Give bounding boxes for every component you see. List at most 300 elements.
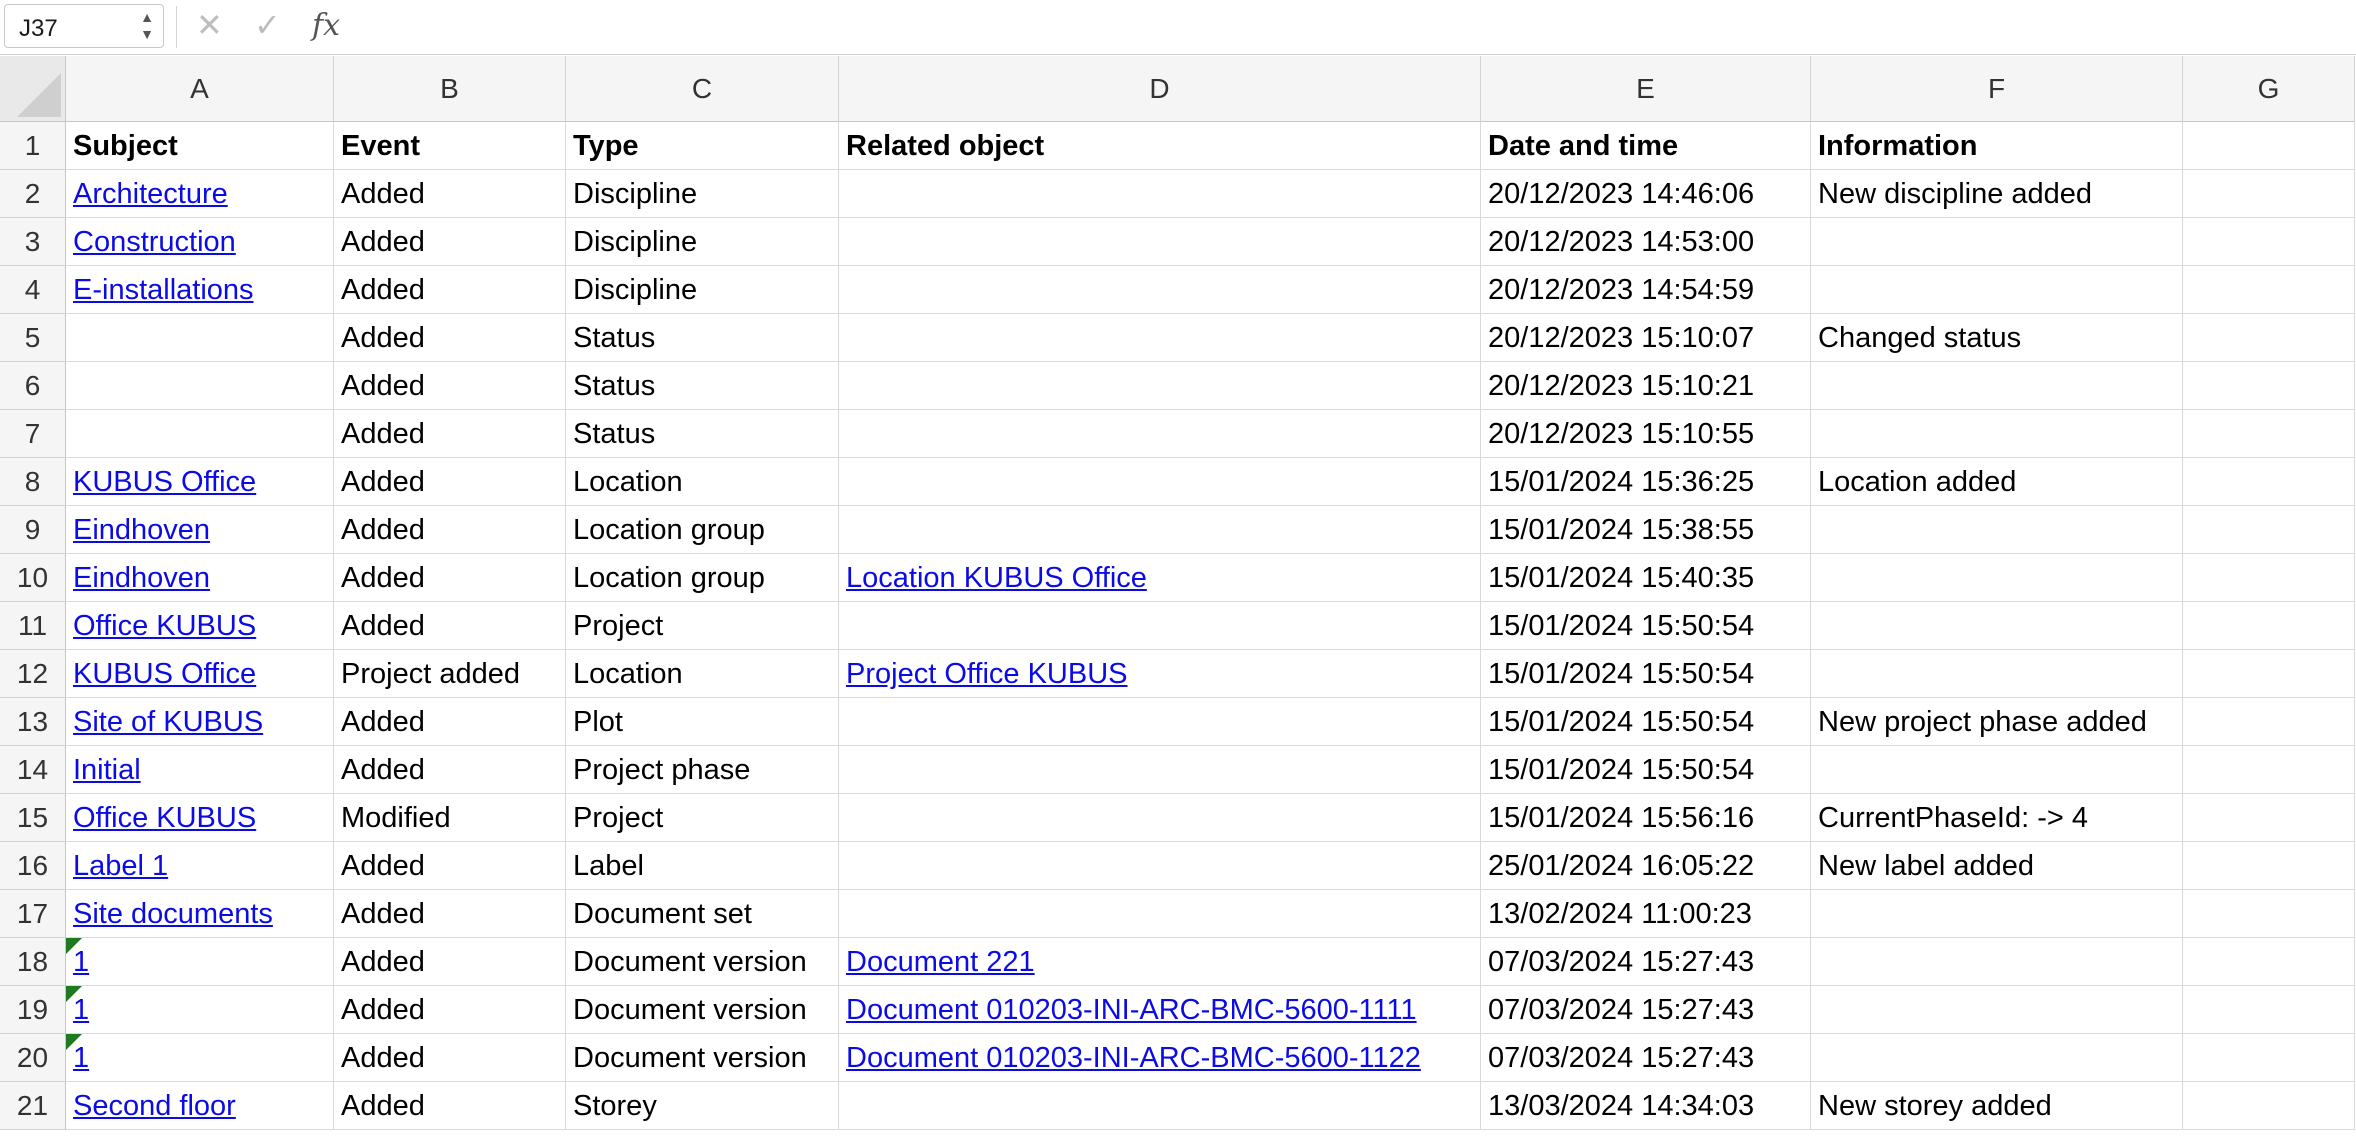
cell-e15[interactable] (1481, 794, 1811, 842)
hyperlink[interactable]: Office KUBUS (73, 610, 257, 642)
cell-text: Status (573, 418, 656, 450)
cell-a17[interactable] (66, 890, 334, 938)
cell-c18[interactable] (566, 938, 839, 986)
table-row (66, 218, 2356, 266)
cell-b6[interactable] (334, 362, 566, 410)
cell-d4[interactable] (839, 266, 1481, 314)
row-header[interactable]: 1 (0, 122, 66, 170)
table-row (66, 362, 2356, 410)
cell-text: Added (341, 514, 425, 546)
cell-c12[interactable] (566, 650, 839, 698)
cell-c8[interactable] (566, 458, 839, 506)
cell-text: Added (341, 994, 425, 1026)
row-header[interactable]: 13 (0, 698, 66, 746)
table-row (66, 986, 2356, 1034)
hyperlink[interactable]: Office KUBUS (73, 802, 257, 834)
row-header[interactable]: 18 (0, 938, 66, 986)
cell-b15[interactable] (334, 794, 566, 842)
row-header[interactable]: 5 (0, 314, 66, 362)
cell-g7[interactable] (2183, 410, 2355, 458)
cell-f7[interactable] (1811, 410, 2183, 458)
cell-b11[interactable] (334, 602, 566, 650)
select-all-corner[interactable] (0, 56, 66, 122)
cell-e5[interactable] (1481, 314, 1811, 362)
table-row (66, 314, 2356, 362)
cell-text: Added (341, 226, 425, 258)
cell-c13[interactable] (566, 698, 839, 746)
cell-e21[interactable] (1481, 1082, 1811, 1130)
table-row (66, 650, 2356, 698)
comment-indicator-icon[interactable] (66, 1034, 82, 1050)
cell-a15[interactable] (66, 794, 334, 842)
hyperlink[interactable]: E-installations (73, 274, 254, 306)
cell-text: Date and time (1488, 130, 1679, 162)
cell-e7[interactable] (1481, 410, 1811, 458)
cell-d16[interactable] (839, 842, 1481, 890)
cell-a9[interactable] (66, 506, 334, 554)
cell-b3[interactable] (334, 218, 566, 266)
cell-e10[interactable] (1481, 554, 1811, 602)
check-icon[interactable]: ✓ (254, 7, 281, 43)
cell-a10[interactable] (66, 554, 334, 602)
row-header[interactable]: 15 (0, 794, 66, 842)
table-row (66, 458, 2356, 506)
hyperlink[interactable]: Location KUBUS Office (846, 562, 1147, 594)
hyperlink[interactable]: KUBUS Office (73, 658, 257, 690)
cell-a1[interactable] (66, 122, 334, 170)
cell-a16[interactable] (66, 842, 334, 890)
close-icon[interactable]: ✕ (196, 7, 223, 43)
cell-text: Discipline (573, 226, 698, 258)
cell-text: Added (341, 898, 425, 930)
cell-text: 07/03/2024 15:27:43 (1488, 946, 1755, 978)
spreadsheet-grid (0, 56, 2356, 1140)
cell-g8[interactable] (2183, 458, 2355, 506)
row-header[interactable]: 11 (0, 602, 66, 650)
cell-text: Discipline (573, 274, 698, 306)
cell-c3[interactable] (566, 218, 839, 266)
cell-d12[interactable] (839, 650, 1481, 698)
cell-g11[interactable] (2183, 602, 2355, 650)
hyperlink[interactable]: 1 (73, 1042, 90, 1074)
cell-text: Document set (573, 898, 752, 930)
table-row (66, 794, 2356, 842)
cell-f13[interactable] (1811, 698, 2183, 746)
cell-text: Project added (341, 658, 520, 690)
cell-f8[interactable] (1811, 458, 2183, 506)
cell-e19[interactable] (1481, 986, 1811, 1034)
cell-g5[interactable] (2183, 314, 2355, 362)
cell-b9[interactable] (334, 506, 566, 554)
cell-text: Subject (73, 130, 178, 162)
cell-text: 20/12/2023 14:46:06 (1488, 178, 1755, 210)
row-header[interactable]: 10 (0, 554, 66, 602)
cell-text: 20/12/2023 14:54:59 (1488, 274, 1755, 306)
column-header-c[interactable]: C (566, 56, 839, 122)
cell-text: New project phase added (1818, 706, 2147, 738)
cell-b8[interactable] (334, 458, 566, 506)
cell-text: Added (341, 706, 425, 738)
cell-a8[interactable] (66, 458, 334, 506)
table-row (66, 506, 2356, 554)
cell-text: Project (573, 802, 664, 834)
cell-text: Document version (573, 946, 807, 978)
cell-g1[interactable] (2183, 122, 2355, 170)
cell-e4[interactable] (1481, 266, 1811, 314)
cell-d2[interactable] (839, 170, 1481, 218)
cell-d3[interactable] (839, 218, 1481, 266)
cell-d20[interactable] (839, 1034, 1481, 1082)
cell-a13[interactable] (66, 698, 334, 746)
cell-c7[interactable] (566, 410, 839, 458)
cell-g16[interactable] (2183, 842, 2355, 890)
cell-g20[interactable] (2183, 1034, 2355, 1082)
row-header[interactable]: 17 (0, 890, 66, 938)
cell-c16[interactable] (566, 842, 839, 890)
cell-e12[interactable] (1481, 650, 1811, 698)
cell-g6[interactable] (2183, 362, 2355, 410)
cell-text: 15/01/2024 15:40:35 (1488, 562, 1755, 594)
cell-g17[interactable] (2183, 890, 2355, 938)
formula-bar (0, 0, 2356, 55)
cell-text: 20/12/2023 15:10:21 (1488, 370, 1755, 402)
cell-d21[interactable] (839, 1082, 1481, 1130)
cell-f3[interactable] (1811, 218, 2183, 266)
cell-f11[interactable] (1811, 602, 2183, 650)
row-header[interactable]: 20 (0, 1034, 66, 1082)
cell-b12[interactable] (334, 650, 566, 698)
cell-e6[interactable] (1481, 362, 1811, 410)
cell-b19[interactable] (334, 986, 566, 1034)
comment-indicator-icon[interactable] (66, 986, 82, 1002)
cell-g15[interactable] (2183, 794, 2355, 842)
hyperlink[interactable]: Label 1 (73, 850, 169, 882)
name-box-value: J37 (19, 15, 58, 42)
cell-f12[interactable] (1811, 650, 2183, 698)
cell-text: Document version (573, 1042, 807, 1074)
cell-d18[interactable] (839, 938, 1481, 986)
cell-text: Changed status (1818, 322, 2022, 354)
hyperlink[interactable]: Construction (73, 226, 236, 258)
table-row (66, 890, 2356, 938)
table-row (66, 602, 2356, 650)
column-header-f[interactable]: F (1811, 56, 2183, 122)
table-row (66, 554, 2356, 602)
cell-text: 13/03/2024 14:34:03 (1488, 1090, 1755, 1122)
cell-text: 15/01/2024 15:56:16 (1488, 802, 1755, 834)
cell-a12[interactable] (66, 650, 334, 698)
cell-b10[interactable] (334, 554, 566, 602)
cell-c5[interactable] (566, 314, 839, 362)
column-header-e[interactable]: E (1481, 56, 1811, 122)
cell-b5[interactable] (334, 314, 566, 362)
cell-e18[interactable] (1481, 938, 1811, 986)
cell-f4[interactable] (1811, 266, 2183, 314)
cell-text: Modified (341, 802, 451, 834)
cell-a18[interactable] (66, 938, 334, 986)
cell-c14[interactable] (566, 746, 839, 794)
cell-f2[interactable] (1811, 170, 2183, 218)
cell-g10[interactable] (2183, 554, 2355, 602)
hyperlink[interactable]: 1 (73, 994, 90, 1026)
cell-text: Added (341, 418, 425, 450)
cell-text: Type (573, 130, 639, 162)
cell-f21[interactable] (1811, 1082, 2183, 1130)
cell-f1[interactable] (1811, 122, 2183, 170)
cell-f10[interactable] (1811, 554, 2183, 602)
cell-text: 15/01/2024 15:36:25 (1488, 466, 1755, 498)
cell-e3[interactable] (1481, 218, 1811, 266)
row-header[interactable]: 3 (0, 218, 66, 266)
comment-indicator-icon[interactable] (66, 938, 82, 954)
cell-text: Added (341, 466, 425, 498)
cell-text: 20/12/2023 15:10:55 (1488, 418, 1755, 450)
cell-b4[interactable] (334, 266, 566, 314)
cell-text: Location (573, 466, 683, 498)
row-header[interactable]: 16 (0, 842, 66, 890)
cell-text: Added (341, 610, 425, 642)
cell-text: 15/01/2024 15:50:54 (1488, 754, 1755, 786)
cell-text: Plot (573, 706, 623, 738)
cell-text: Location group (573, 562, 765, 594)
cell-d14[interactable] (839, 746, 1481, 794)
hyperlink[interactable]: Document 010203-INI-ARC-BMC-5600-1122 (846, 1042, 1421, 1074)
column-header-g[interactable]: G (2183, 56, 2355, 122)
cell-e1[interactable] (1481, 122, 1811, 170)
table-row (66, 1034, 2356, 1082)
row-header[interactable]: 7 (0, 410, 66, 458)
cell-g9[interactable] (2183, 506, 2355, 554)
column-header-a[interactable]: A (66, 56, 334, 122)
cell-a2[interactable] (66, 170, 334, 218)
cell-text: Added (341, 946, 425, 978)
cell-a19[interactable] (66, 986, 334, 1034)
cell-text: Added (341, 562, 425, 594)
hyperlink[interactable]: Document 221 (846, 946, 1035, 978)
cell-text: 13/02/2024 11:00:23 (1488, 898, 1752, 930)
hyperlink[interactable]: Eindhoven (73, 514, 211, 546)
table-row (66, 1082, 2356, 1130)
cell-text: Status (573, 370, 656, 402)
cell-text: Event (341, 130, 420, 162)
cell-b17[interactable] (334, 890, 566, 938)
cell-text: Location added (1818, 466, 2017, 498)
cell-f18[interactable] (1811, 938, 2183, 986)
cell-text: 20/12/2023 15:10:07 (1488, 322, 1755, 354)
row-header[interactable]: 6 (0, 362, 66, 410)
cell-g14[interactable] (2183, 746, 2355, 794)
row-header[interactable]: 21 (0, 1082, 66, 1130)
cell-e14[interactable] (1481, 746, 1811, 794)
cell-d10[interactable] (839, 554, 1481, 602)
cell-d5[interactable] (839, 314, 1481, 362)
cell-d1[interactable] (839, 122, 1481, 170)
column-header-d[interactable]: D (839, 56, 1481, 122)
cell-d19[interactable] (839, 986, 1481, 1034)
hyperlink[interactable]: Eindhoven (73, 562, 211, 594)
cell-b1[interactable] (334, 122, 566, 170)
cell-text: Document version (573, 994, 807, 1026)
cell-text: Added (341, 322, 425, 354)
fx-icon[interactable]: fx (312, 8, 341, 43)
table-row (66, 938, 2356, 986)
table-row (66, 122, 2356, 170)
cell-a20[interactable] (66, 1034, 334, 1082)
cell-a14[interactable] (66, 746, 334, 794)
hyperlink[interactable]: 1 (73, 946, 90, 978)
cell-c9[interactable] (566, 506, 839, 554)
cell-text: Discipline (573, 178, 698, 210)
cell-a5[interactable] (66, 314, 334, 362)
hyperlink[interactable]: Second floor (73, 1090, 236, 1122)
cell-text: 15/01/2024 15:50:54 (1488, 706, 1755, 738)
hyperlink[interactable]: Project Office KUBUS (846, 658, 1128, 690)
cell-text: 20/12/2023 14:53:00 (1488, 226, 1755, 258)
cell-f9[interactable] (1811, 506, 2183, 554)
row-header[interactable]: 2 (0, 170, 66, 218)
cell-e8[interactable] (1481, 458, 1811, 506)
cell-c15[interactable] (566, 794, 839, 842)
cell-f17[interactable] (1811, 890, 2183, 938)
cell-c1[interactable] (566, 122, 839, 170)
cell-text: Label (573, 850, 644, 882)
cell-e13[interactable] (1481, 698, 1811, 746)
cell-d17[interactable] (839, 890, 1481, 938)
cell-b7[interactable] (334, 410, 566, 458)
cell-text: 25/01/2024 16:05:22 (1488, 850, 1755, 882)
cell-g2[interactable] (2183, 170, 2355, 218)
cell-d7[interactable] (839, 410, 1481, 458)
row-header[interactable]: 19 (0, 986, 66, 1034)
cell-e16[interactable] (1481, 842, 1811, 890)
cell-e2[interactable] (1481, 170, 1811, 218)
cell-d11[interactable] (839, 602, 1481, 650)
cell-a11[interactable] (66, 602, 334, 650)
cell-text: CurrentPhaseId: -> 4 (1818, 802, 2089, 834)
column-header-b[interactable]: B (334, 56, 566, 122)
cell-d6[interactable] (839, 362, 1481, 410)
cell-c2[interactable] (566, 170, 839, 218)
cell-e9[interactable] (1481, 506, 1811, 554)
hyperlink[interactable]: Document 010203-INI-ARC-BMC-5600-1111 (846, 994, 1417, 1026)
cell-text: Location group (573, 514, 765, 546)
cell-text: Project (573, 610, 664, 642)
cell-f16[interactable] (1811, 842, 2183, 890)
cell-c20[interactable] (566, 1034, 839, 1082)
cell-text: Added (341, 370, 425, 402)
cell-g12[interactable] (2183, 650, 2355, 698)
name-box[interactable] (4, 4, 164, 48)
cell-text: Added (341, 754, 425, 786)
hyperlink[interactable]: Initial (73, 754, 141, 786)
cell-c17[interactable] (566, 890, 839, 938)
cell-g21[interactable] (2183, 1082, 2355, 1130)
cell-text: Location (573, 658, 683, 690)
cell-text: 15/01/2024 15:38:55 (1488, 514, 1755, 546)
cell-e20[interactable] (1481, 1034, 1811, 1082)
cell-c4[interactable] (566, 266, 839, 314)
cell-e17[interactable] (1481, 890, 1811, 938)
cell-b14[interactable] (334, 746, 566, 794)
cell-b16[interactable] (334, 842, 566, 890)
cell-d9[interactable] (839, 506, 1481, 554)
cell-f20[interactable] (1811, 1034, 2183, 1082)
cell-a6[interactable] (66, 362, 334, 410)
table-row (66, 410, 2356, 458)
hyperlink[interactable]: KUBUS Office (73, 466, 257, 498)
cell-c10[interactable] (566, 554, 839, 602)
cell-e11[interactable] (1481, 602, 1811, 650)
cell-f19[interactable] (1811, 986, 2183, 1034)
cell-c6[interactable] (566, 362, 839, 410)
cell-g13[interactable] (2183, 698, 2355, 746)
cell-text: New storey added (1818, 1090, 2052, 1122)
row-header[interactable]: 14 (0, 746, 66, 794)
cell-d13[interactable] (839, 698, 1481, 746)
cell-a4[interactable] (66, 266, 334, 314)
cell-text: 15/01/2024 15:50:54 (1488, 658, 1755, 690)
cell-text: New label added (1818, 850, 2035, 882)
cell-text: Related object (846, 130, 1045, 162)
cell-b2[interactable] (334, 170, 566, 218)
cell-c11[interactable] (566, 602, 839, 650)
cell-b13[interactable] (334, 698, 566, 746)
cell-g3[interactable] (2183, 218, 2355, 266)
cell-c19[interactable] (566, 986, 839, 1034)
cell-a21[interactable] (66, 1082, 334, 1130)
cell-text: Project phase (573, 754, 751, 786)
cell-b18[interactable] (334, 938, 566, 986)
cell-d8[interactable] (839, 458, 1481, 506)
cell-d15[interactable] (839, 794, 1481, 842)
hyperlink[interactable]: Site of KUBUS (73, 706, 264, 738)
cell-f14[interactable] (1811, 746, 2183, 794)
cell-text: Added (341, 1042, 425, 1074)
cell-f6[interactable] (1811, 362, 2183, 410)
row-header[interactable]: 4 (0, 266, 66, 314)
name-box-stepper-icon[interactable]: ▲ ▼ (140, 9, 154, 42)
formula-bar-divider (176, 6, 177, 48)
cell-f5[interactable] (1811, 314, 2183, 362)
cell-b21[interactable] (334, 1082, 566, 1130)
cell-a7[interactable] (66, 410, 334, 458)
cell-text: Added (341, 850, 425, 882)
row-header[interactable]: 8 (0, 458, 66, 506)
cell-text: 07/03/2024 15:27:43 (1488, 994, 1755, 1026)
formula-input[interactable] (360, 4, 2350, 48)
cell-g4[interactable] (2183, 266, 2355, 314)
cell-text: Status (573, 322, 656, 354)
cell-c21[interactable] (566, 1082, 839, 1130)
cell-b20[interactable] (334, 1034, 566, 1082)
cell-text: Information (1818, 130, 1978, 162)
table-row (66, 266, 2356, 314)
select-all-icon (17, 73, 61, 117)
hyperlink[interactable]: Architecture (73, 178, 228, 210)
cell-g19[interactable] (2183, 986, 2355, 1034)
cell-text: 15/01/2024 15:50:54 (1488, 610, 1755, 642)
row-header[interactable]: 9 (0, 506, 66, 554)
hyperlink[interactable]: Site documents (73, 898, 273, 930)
row-header[interactable]: 12 (0, 650, 66, 698)
table-row (66, 842, 2356, 890)
cell-g18[interactable] (2183, 938, 2355, 986)
cell-text: Added (341, 178, 425, 210)
cell-f15[interactable] (1811, 794, 2183, 842)
cell-text: Added (341, 1090, 425, 1122)
column-headers (66, 56, 2356, 122)
cell-a3[interactable] (66, 218, 334, 266)
